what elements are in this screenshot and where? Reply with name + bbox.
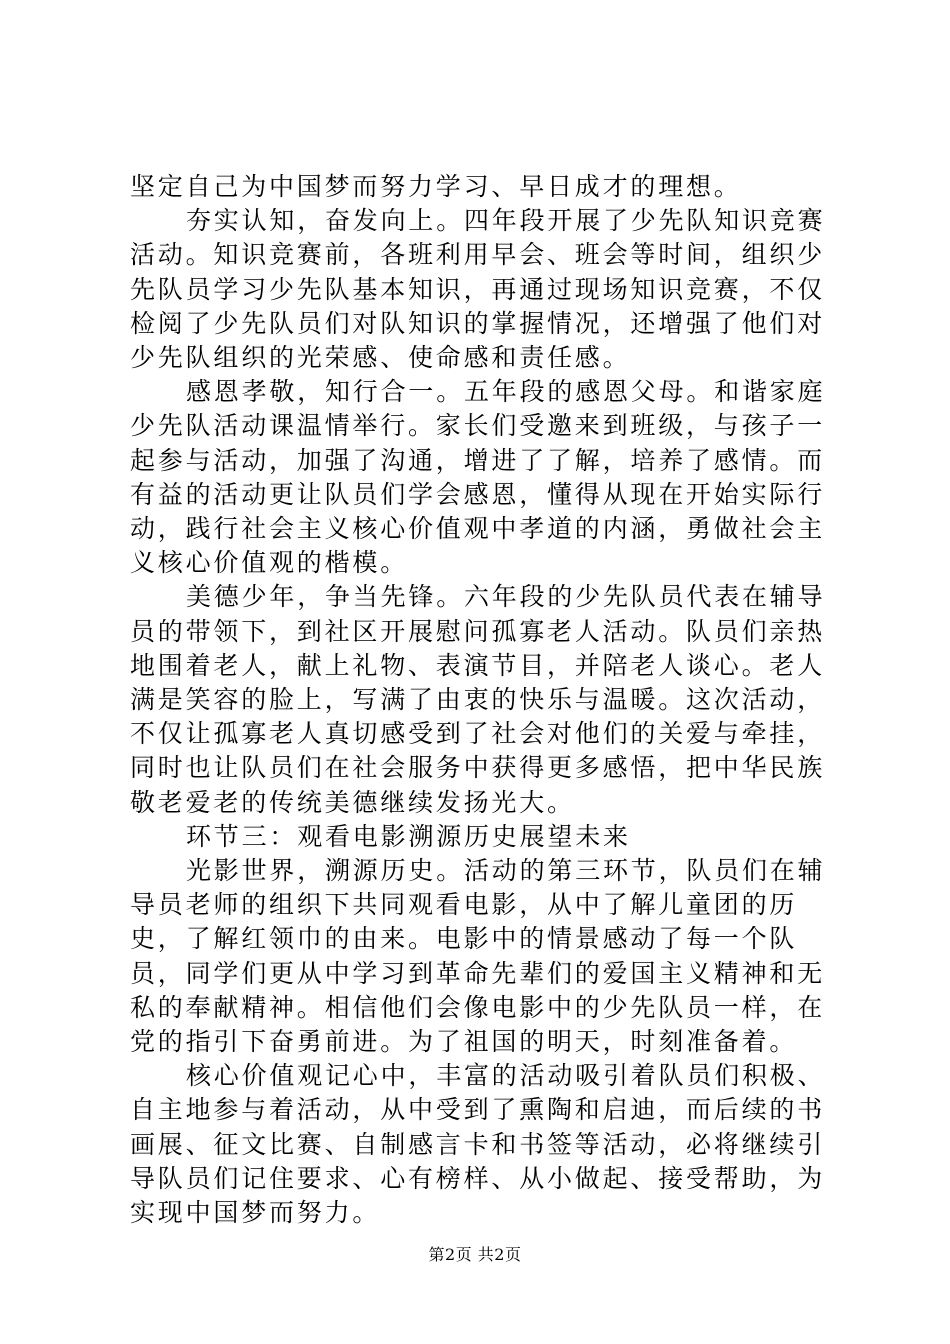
paragraph-movie: 光影世界，溯源历史。活动的第三环节，队员们在辅导员老师的组织下共同观看电影，从中了解儿童团的历史，了解红领巾的由来。电影中的情景感动了每一个队员，同学们更从中学习到革命先辈们的爱国主义精神和无私的奉献精神。相信他们会像电影中的少先队员一样，在党的指引下奋勇前进。为了祖国的明天，时刻准备着。 <box>130 856 826 1057</box>
paragraph-knowledge-contest: 夯实认知，奋发向上。四年段开展了少先队知识竞赛活动。知识竞赛前，各班利用早会、班会等时间，组织少先队员学习少先队基本知识，再通过现场知识竞赛，不仅检阅了少先队员们对队知识的掌握情况，还增强了他们对少先队组织的光荣感、使命感和责任感。 <box>130 206 826 373</box>
paragraph-continuation: 坚定自己为中国梦而努力学习、早日成才的理想。 <box>130 172 742 201</box>
paragraph-virtue: 美德少年，争当先锋。六年段的少先队员代表在辅导员的带领下，到社区开展慰问孤寡老人活动。队员们亲热地围着老人，献上礼物、表演节目，并陪老人谈心。老人满是笑容的脸上，写满了由衷的快乐与温暖。这次活动，不仅让孤寡老人真切感受到了社会对他们的关爱与牵挂，同时也让队员们在社会服务中获得更多感悟，把中华民族敬老爱老的传统美德继续发扬光大。 <box>130 582 826 817</box>
document-body <box>130 170 830 1230</box>
paragraph-gratitude: 感恩孝敬，知行合一。五年段的感恩父母。和谐家庭少先队活动课温情举行。家长们受邀来到班级，与孩子一起参与活动，加强了沟通，增进了了解，培养了感情。而有益的活动更让队员们学会感恩，懂得从现在开始实际行动，践行社会主义核心价值观中孝道的内涵，勇做社会主义核心价值观的楷模。 <box>130 377 826 578</box>
page-footer <box>0 1245 950 1265</box>
paragraph-conclusion: 核心价值观记心中，丰富的活动吸引着队员们积极、自主地参与着活动，从中受到了熏陶和启迪，而后续的书画展、征文比赛、自制感言卡和书签等活动，必将继续引导队员们记住要求、心有榜样、从小做起、接受帮助，为实现中国梦而努力。 <box>130 1061 826 1228</box>
page-number: 第2页 共2页 <box>428 1245 522 1264</box>
section-heading-step-three: 环节三：观看电影溯源历史展望未来 <box>186 821 631 851</box>
